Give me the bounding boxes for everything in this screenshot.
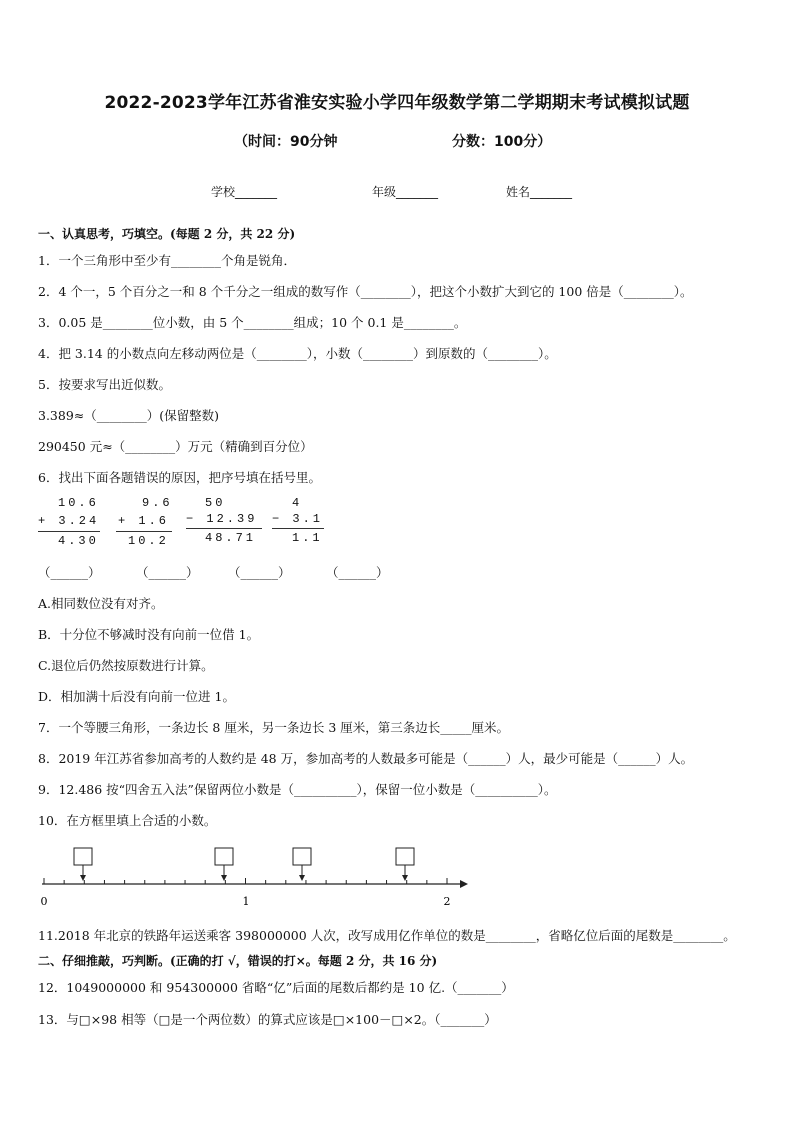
answer-box-4[interactable] — [396, 848, 414, 881]
question-1: 1．一个三角形中至少有________个角是锐角． — [38, 253, 296, 268]
calc-operand: + 1.6 — [118, 514, 170, 528]
calc-operand: − 3.1 — [272, 512, 324, 526]
calc-top: 4 — [292, 496, 303, 510]
option-d: D．相加满十后没有向前一位进 1。 — [38, 689, 235, 704]
calc-rule — [186, 528, 262, 529]
calc-result: 1.1 — [292, 531, 323, 545]
option-a: A.相同数位没有对齐。 — [38, 596, 164, 611]
question-3: 3．0.05 是________位小数，由 5 个________组成；10 个 0.1 是________。 — [38, 315, 467, 330]
number-line-label-1: 1 — [242, 895, 250, 908]
question-6: 6．找出下面各题错误的原因，把序号填在括号里。 — [38, 470, 321, 485]
number-line-label-0: 0 — [40, 895, 48, 908]
calc-top: 50 — [205, 496, 226, 510]
question-5b: 290450 元≈（________）万元（精确到百分位） — [38, 439, 313, 454]
question-8: 8．2019 年江苏省参加高考的人数约是 48 万，参加高考的人数最多可能是（______）人，最少可能是（______）人。 — [38, 751, 694, 766]
section2-heading: 二、仔细推敲，巧判断。(正确的打 √，错误的打×。每题 2 分，共 16 分) — [38, 954, 438, 968]
number-line-ticks — [44, 878, 447, 884]
calc-result: 4.30 — [58, 534, 99, 548]
question-5: 5．按要求写出近似数。 — [38, 377, 171, 392]
question-10: 10．在方框里填上合适的小数。 — [38, 813, 217, 828]
section1-heading: 一、认真思考，巧填空。(每题 2 分，共 22 分) — [38, 227, 296, 241]
calc-operand: + 3.24 — [38, 514, 100, 528]
calc-result: 48.71 — [205, 531, 257, 545]
answer-box-1[interactable] — [74, 848, 92, 881]
calc-rule — [272, 528, 324, 529]
exam-score: 分数：100分） — [452, 134, 552, 150]
question-2: 2．4 个一，5 个百分之一和 8 个千分之一组成的数写作（________），把这个小数扩大到它的 100 倍是（________）。 — [38, 284, 693, 299]
name-field: 姓名_______ — [506, 185, 573, 199]
calc-result: 10.2 — [128, 534, 169, 548]
blank-2[interactable]: （______） — [136, 565, 199, 580]
option-b: B．十分位不够减时没有向前一位借 1。 — [38, 627, 260, 642]
number-line-label-2: 2 — [443, 895, 451, 908]
exam-title: 2022-2023学年江苏省淮安实验小学四年级数学第二学期期末考试模拟试题 — [104, 93, 690, 113]
question-9: 9．12.486 按“四舍五入法”保留两位小数是（__________），保留一位小数是（__________）。 — [38, 782, 557, 797]
question-7: 7．一个等腰三角形，一条边长 8 厘米，另一条边长 3 厘米，第三条边长_____厘米。 — [38, 720, 510, 735]
blank-4[interactable]: （______） — [326, 565, 389, 580]
calc-top: 10.6 — [58, 496, 99, 510]
question-4: 4．把 3.14 的小数点向左移动两位是（________），小数（________）到原数的（________）。 — [38, 346, 557, 361]
calc-top: 9.6 — [142, 496, 173, 510]
exam-time: （时间：90分钟 — [234, 134, 338, 150]
question-13: 13．与□×98 相等（□是一个两位数）的算式应该是□×100－□×2。（_______） — [38, 1012, 497, 1027]
number-line-figure — [36, 842, 476, 912]
calc-rule — [38, 531, 100, 532]
answer-box-2[interactable] — [215, 848, 233, 881]
question-11: 11.2018 年北京的铁路年运送乘客 398000000 人次，改写成用亿作单位的数是________，省略亿位后面的尾数是________。 — [38, 928, 736, 943]
answer-box-3[interactable] — [293, 848, 311, 881]
grade-field: 年级_______ — [372, 185, 439, 199]
blank-3[interactable]: （______） — [228, 565, 291, 580]
question-5a: 3.389≈（________）(保留整数) — [38, 408, 220, 423]
calc-operand: − 12.39 — [186, 512, 258, 526]
option-c: C.退位后仍然按原数进行计算。 — [38, 658, 214, 673]
calc-rule — [116, 531, 172, 532]
blank-1[interactable]: （______） — [38, 565, 101, 580]
question-12: 12．1049000000 和 954300000 省略“亿”后面的尾数后都约是 10 亿.（_______） — [38, 980, 514, 995]
school-field: 学校_______ — [211, 185, 278, 199]
number-line-arrow-icon — [460, 880, 468, 888]
